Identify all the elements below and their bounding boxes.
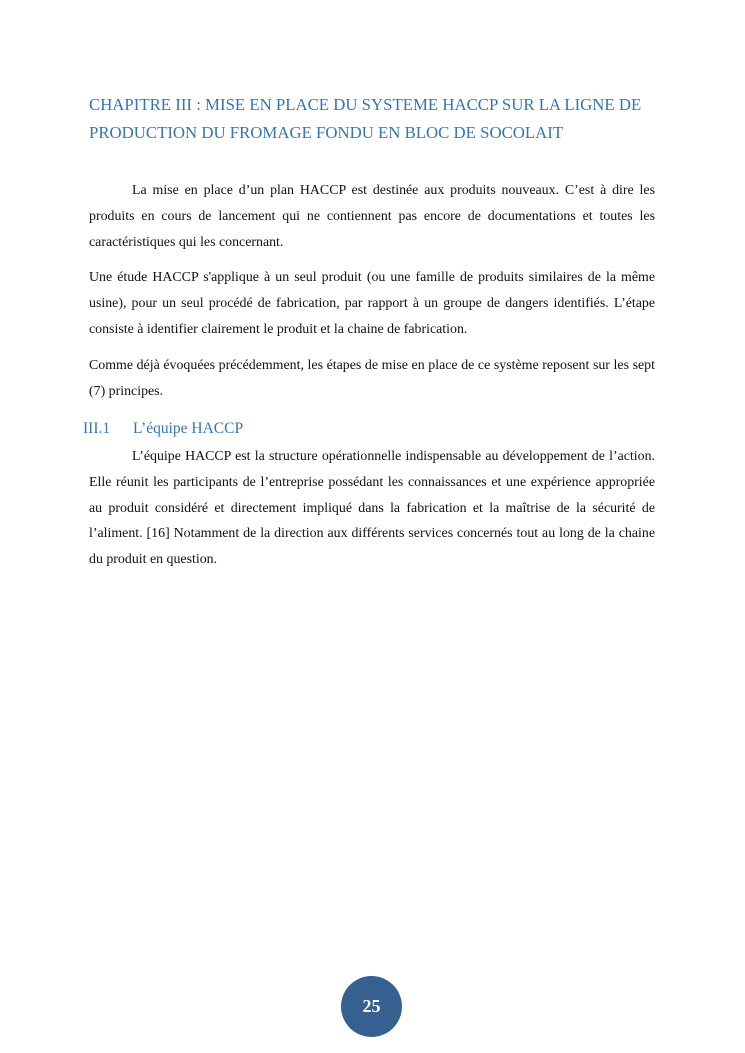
section-heading	[83, 416, 243, 441]
paragraph-intro: La mise en place d’un plan HACCP est destinée aux produits nouveaux. C’est à dire les produits en cours de lancement qui ne contiennent pas encore de documentations et toutes les caractéristiques qui les concernant.	[89, 183, 655, 250]
paragraph-principles: Comme déjà évoquées précédemment, les étapes de mise en place de ce système reposent sur les sept (7) principes.	[89, 358, 655, 399]
page-number-badge	[341, 976, 402, 1037]
section-title: L’équipe HACCP	[133, 420, 244, 437]
chapter-title: CHAPITRE III : MISE EN PLACE DU SYSTEME HACCP SUR LA LIGNE DE PRODUCTION DU FROMAGE FONDU EN BLOC DE SOCOLAIT	[89, 95, 642, 142]
page-number: 25	[362, 996, 381, 1016]
paragraph-study-scope: Une étude HACCP s'applique à un seul produit (ou une famille de produits similaires de la même usine), pour un seul procédé de fabrication, par rapport à un groupe de dangers identifiés. L’étape consiste à identifier clairement le produit et la chaine de fabrication.	[89, 270, 655, 337]
paragraph-haccp-team: L’équipe HACCP est la structure opérationnelle indispensable au développement de l’action. Elle réunit les participants de l’entreprise possédant les connaissances et une expérience appropriée au produit considéré et directement impliqué dans la fabrication et la maîtrise de la sécurité de l’aliment. [16] Notamment de la direction aux différents services concernés tout au long de la chaine du produit en question.	[89, 449, 655, 568]
section-number: III.1	[83, 420, 111, 437]
